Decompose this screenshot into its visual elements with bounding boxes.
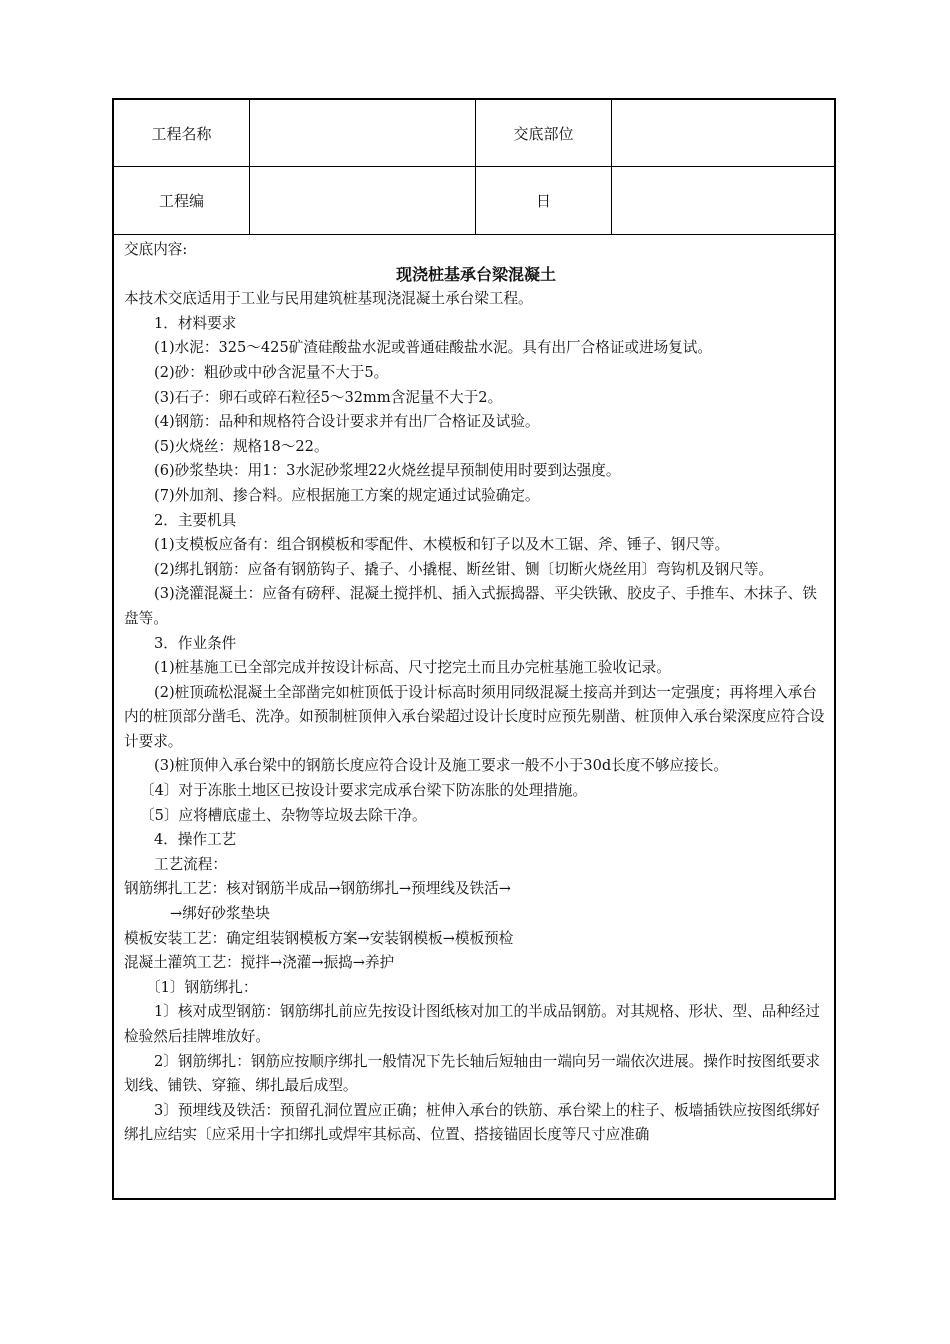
project-name-label: 工程名称 — [114, 100, 250, 166]
header-row-1 — [114, 100, 834, 167]
paragraph: (4)钢筋：品种和规格符合设计要求并有出厂合格证及试验。 — [154, 413, 540, 431]
paragraph: →绑好砂浆垫块 — [170, 905, 270, 923]
position-field[interactable] — [612, 100, 834, 166]
paragraph: (2)砂：粗砂或中砂含泥量不大于5。 — [154, 363, 389, 381]
date-label: 日 — [476, 167, 612, 234]
paragraph: 〔5〕应将槽底虚土、杂物等垃圾去除干净。 — [140, 806, 427, 824]
paragraph: (2)桩顶疏松混凝土全部凿完如桩顶低于设计标高时须用同级混凝土接高并到达一定强度；再将埋入承台内的桩顶部分凿毛、洗净。如预制桩顶伸入承台梁超过设计长度时应预先剔凿、桩顶伸入承台梁深度应符合设计要求。 — [124, 683, 825, 750]
paragraph: 工艺流程： — [154, 855, 227, 873]
paragraph: 2〕钢筋绑扎：钢筋应按顺序绑扎一般情况下先长轴后短轴由一端向另一端依次进展。操作时按图纸要求划线、铺铁、穿箍、绑扎最后成型。 — [124, 1052, 821, 1095]
content-label: 交底内容: — [124, 241, 188, 258]
paragraph: 模板安装工艺：确定组装钢模板方案→安装钢模板→模板预检 — [124, 929, 514, 947]
paragraph: 本技术交底适用于工业与民用建筑桩基现浇混凝土承台梁工程。 — [124, 290, 533, 308]
date-field[interactable] — [612, 167, 834, 234]
section-heading: 4．操作工艺 — [154, 831, 237, 849]
paragraph: (7)外加剂、掺合料。应根据施工方案的规定通过试验确定。 — [154, 486, 540, 504]
paragraph: (1)桩基施工已全部完成并按设计标高、尺寸挖完土而且办完桩基施工验收记录。 — [154, 659, 671, 677]
paragraph: (3)桩顶伸入承台梁中的钢筋长度应符合设计及施工要求一般不小于30d长度不够应接长。 — [154, 757, 728, 775]
paragraph: 钢筋绑扎工艺：核对钢筋半成品→钢筋绑扎→预埋线及铁活→ — [124, 880, 511, 898]
paragraph: (2)绑扎钢筋：应备有钢筋钩子、撬子、小撬棍、断丝钳、铡〔切断火烧丝用〕弯钩机及钢尺等。 — [154, 560, 774, 578]
paragraph: (3)石子：卵石或碎石粒径5～32mm含泥量不大于2。 — [154, 388, 503, 406]
paragraph: (1)支模板应备有：组合钢模板和零配件、木模板和钉子以及木工锯、斧、锤子、钢尺等。 — [154, 536, 730, 554]
paragraph: 〔4〕对于冻胀土地区已按设计要求完成承台梁下防冻胀的处理措施。 — [140, 782, 588, 800]
header-row-2 — [114, 167, 834, 235]
section-heading: 2．主要机具 — [154, 511, 237, 529]
section-heading: 3．作业条件 — [154, 634, 237, 652]
paragraph: (3)浇灌混凝土：应备有磅秤、混凝土搅拌机、插入式振捣器、平尖铁锹、胶皮子、手推车、木抹子、铁盘等。 — [124, 585, 817, 627]
position-label: 交底部位 — [476, 100, 612, 166]
paragraph: (6)砂浆垫块：用1：3水泥砂浆埋22火烧丝提早预制使用时要到达强度。 — [154, 462, 621, 480]
project-no-field[interactable] — [250, 167, 476, 234]
paragraph: 3〕预埋线及铁活：预留孔洞位置应正确；桩伸入承台的铁筋、承台梁上的柱子、板墙插铁应按图纸绑好绑扎应结实〔应采用十字扣绑扎或焊牢其标高、位置、搭接锚固长度等尺寸应准确 — [124, 1101, 821, 1144]
disclosure-form — [112, 98, 836, 1200]
section-heading: 1．材料要求 — [154, 314, 237, 332]
project-name-field[interactable] — [250, 100, 476, 166]
paragraph: 〔1〕钢筋绑扎： — [146, 978, 258, 996]
document-title: 现浇桩基承台梁混凝土 — [395, 264, 556, 284]
project-no-label: 工程编 — [114, 167, 250, 234]
paragraph: 1〕核对成型钢筋：钢筋绑扎前应先按设计图纸核对加工的半成品钢筋。对其规格、形状、型、品种经过检验然后挂牌堆放好。 — [124, 1003, 821, 1045]
disclosure-content — [124, 238, 828, 1148]
paragraph: (5)火烧丝：规格18～22。 — [154, 437, 329, 455]
paragraph: (1)水泥：325～425矿渣硅酸盐水泥或普通硅酸盐水泥。具有出厂合格证或进场复试。 — [154, 339, 712, 357]
paragraph: 混凝土灌筑工艺：搅拌→浇灌→振捣→养护 — [124, 954, 395, 972]
